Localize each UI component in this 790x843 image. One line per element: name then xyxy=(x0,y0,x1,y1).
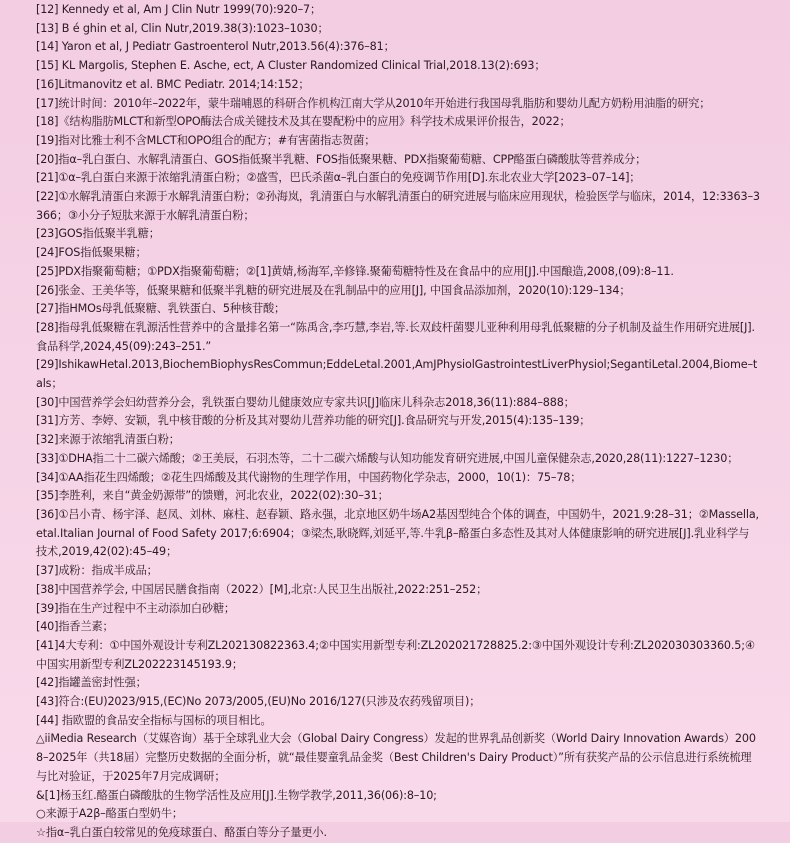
reference-item: [41]4大专利：①中国外观设计专利ZL202130822363.4;②中国实用新型专利:ZL202021728825.2:③中国外观设计专利:ZL202030303360.5;④中国实用新型专利ZL202223145193.9； xyxy=(36,638,755,671)
reference-item: △iiMedia Research（艾媒咨询）基于全球乳业大会（Global Dairy Congress）发起的世界乳品创新奖（World Dairy Innovation Awards）2008–2025年（共18届）完整历史数据的全面分析，就“最佳婴童乳品金奖（Best Children's Dairy Product）”所有获奖产品的公示信息进行系统梳理与比对验证，于2025年7月完成调研； xyxy=(36,732,756,783)
reference-item: [22]①水解乳清蛋白来源于水解乳清蛋白粉；②孙海岚，乳清蛋白与水解乳清蛋白的研究进展与临床应用现状，检验医学与临床，2014，12:3363–3366；③小分子短肽来源于水解乳清蛋白粉； xyxy=(36,190,760,222)
reference-item: [20]指α–乳白蛋白、水解乳清蛋白、GOS指低聚半乳糖、FOS指低聚果糖、PDX指聚葡萄糖、CPP酪蛋白磷酸肽等营养成分； xyxy=(36,152,647,166)
reference-item: [43]符合:(EU)2023/915,(EC)No 2073/2005,(EU)No 2016/127(只涉及农药残留项目)； xyxy=(36,695,481,709)
reference-item: [23]GOS指低聚半乳糖； xyxy=(36,227,160,241)
reference-item: [42]指罐盖密封性强； xyxy=(36,676,147,690)
reference-item: [34]①AA指花生四烯酸；②花生四烯酸及其代谢物的生理学作用，中国药物化学杂志，2000，10(1)：75–78； xyxy=(36,470,582,484)
reference-item: [32]来源于浓缩乳清蛋白粉； xyxy=(36,433,180,447)
reference-item: [17]统计时间：2010年–2022年，蒙牛瑞哺恩的科研合作机构江南大学从2010年开始进行我国母乳脂肪和婴幼儿配方奶粉用油脂的研究； xyxy=(36,96,711,110)
reference-item: ○来源于A2β–酪蛋白型奶牛； xyxy=(36,807,183,821)
reference-item: [21]①α–乳白蛋白来源于浓缩乳清蛋白粉；②盛雪，巴氏杀菌α–乳白蛋白的免疫调节作用[D].东北农业大学[2023–07–14]； xyxy=(36,171,641,185)
reference-item: [26]张金、王美华等，低聚果糖和低聚半乳糖的研究进展及在乳制品中的应用[J], 中国食品添加剂，2020(10):129–134； xyxy=(36,283,631,297)
reference-item: [36]①吕小青、杨宇泽、赵凤、刘林、麻柱、赵春颖、路永强，北京地区奶牛场A2基因型纯合个体的调查，中国奶牛，2021.9:28–31；②Massella,etal.Italian Journal of Food Safety 2017;6:6904；③梁杰,耿晓辉,刘延平,等.牛乳β–酪蛋白多态性及其对人体健康影响的研究进展[J].乳业科学与技术,2019,42(02):45–49； xyxy=(36,507,759,559)
reference-item: [24]FOS指低聚果糖； xyxy=(36,246,147,260)
reference-item: [18]《结构脂肪MLCT和新型OPO酶法合成关键技术及其在婴配粉中的应用》科学技术成果评价报告，2022； xyxy=(36,115,571,129)
reference-item: [12] Kennedy et al, Am J Clin Nutr 1999(70):920–7； xyxy=(36,3,322,16)
reference-item: [19]指对比雅士利不含MLCT和OPO组合的配方；#有害菌指志贺菌； xyxy=(36,133,376,147)
reference-item: [38]中国营养学会, 中国居民膳食指南（2022）[M],北京:人民卫生出版社,2022:251–252； xyxy=(36,582,488,596)
reference-item: [39]指在生产过程中不主动添加白砂糖； xyxy=(36,601,235,615)
reference-list xyxy=(36,1,760,843)
reference-item: [31]方芳、李婷、安颖，乳中核苷酸的分析及其对婴幼儿营养功能的研究[J].食品研究与开发,2015(4):135–139； xyxy=(36,414,591,428)
reference-item: [28]指母乳低聚糖在乳源活性营养中的含量排名第一“陈禹含,李巧慧,李岩,等.长双歧杆菌婴儿亚种利用母乳低聚糖的分子机制及益生作用研究进展[J].食品科学,2024,45(09):243–251.” xyxy=(36,320,755,353)
reference-item: [37]成粉：指成半成品； xyxy=(36,564,158,578)
reference-item: [30]中国营养学会妇幼营养分会，乳铁蛋白婴幼儿健康效应专家共识[J]临床儿科杂志2018,36(11):884–888； xyxy=(36,395,575,409)
reference-item: [29]IshikawHetal.2013,BiochemBiophysResCommun;EddeLetal.2001,AmJPhysiolGastrointestLiverPhysiol;SegantiLetal.2004,Biome–tals； xyxy=(36,358,758,391)
reference-item: [15] KL Margolis, Stephen E. Asche, ect, A Cluster Randomized Clinical Trial,2018.13(2):693； xyxy=(36,59,546,73)
reference-item: [44] 指欧盟的食品安全指标与国标的项目相比。 xyxy=(36,713,272,727)
reference-item: [40]指香兰素； xyxy=(36,620,114,634)
reference-item: [14] Yaron et al, J Pediatr Gastroenterol Nutr,2013.56(4):376–81； xyxy=(36,40,395,54)
reference-item: ☆指α–乳白蛋白较常见的免疫球蛋白、酪蛋白等分子量更小. xyxy=(36,825,327,839)
reference-item: [35]李胜利，来自“黄金奶源带”的馈赠，河北农业，2022(02):30–31； xyxy=(36,489,389,503)
reference-item: [16]Litmanovitz et al. BMC Pediatr. 2014;14:152； xyxy=(36,77,310,91)
reference-item: [27]指HMOs母乳低聚糖、乳铁蛋白、5种核苷酸； xyxy=(36,302,286,316)
reference-item: [25]PDX指聚葡萄糖；①PDX指聚葡萄糖；②[1]黄婧,杨海军,辛修锋.聚葡萄糖特性及在食品中的应用[J].中国酿造,2008,(09):8–11. xyxy=(36,264,674,278)
reference-item: [13] B é ghin et al, Clin Nutr,2019.38(3):1023–1030； xyxy=(36,21,329,35)
reference-item: &[1]杨玉红.酪蛋白磷酸肽的生物学活性及应用[J].生物学教学,2011,36(06):8–10; xyxy=(36,788,437,802)
reference-item: [33]①DHA指二十二碳六烯酸；②王美辰，石羽杰等，二十二碳六烯酸与认知功能发育研究进展,中国儿童保健杂志,2020,28(11):1227–1230； xyxy=(36,451,739,465)
